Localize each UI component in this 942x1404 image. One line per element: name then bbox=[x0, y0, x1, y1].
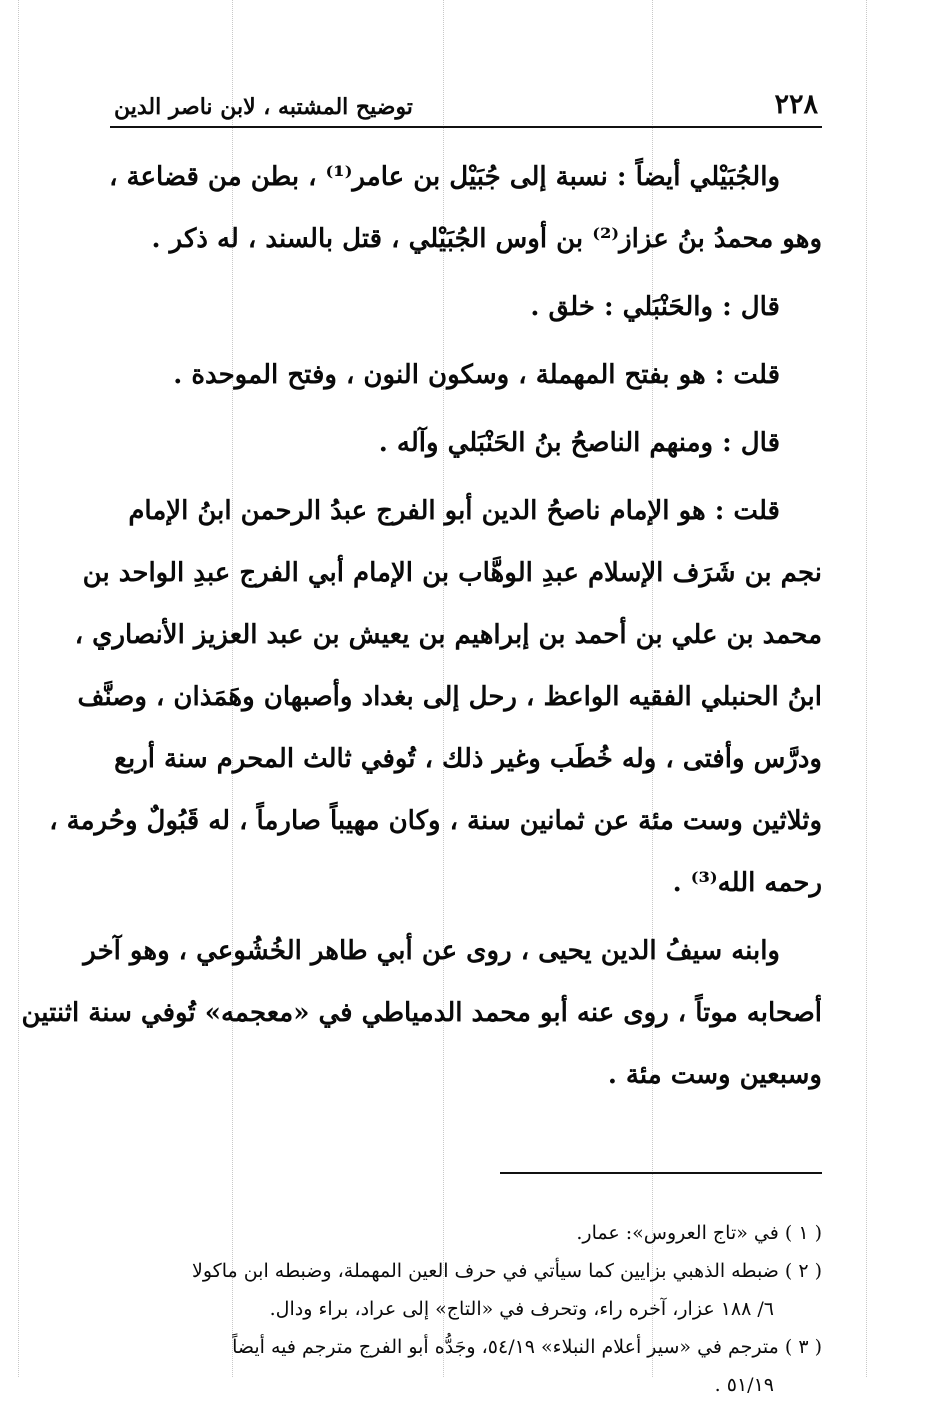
footnote-2-continued: ٦/ ١٨٨ عزار، آخره راء، وتحرف في «التاج» إلى عراد، براء ودال. bbox=[269, 1298, 774, 1320]
footnote-rule-wrap bbox=[110, 1112, 822, 1214]
scan-guide-line bbox=[18, 0, 19, 1377]
text-line: وثلاثين وست مئة عن ثمانين سنة ، وكان مهيباً صارماً ، له قَبُولٌ وحُرمة ، bbox=[49, 806, 822, 836]
text-line: نجم بن شَرَف الإسلام عبدِ الوهَّاب بن الإمام أبي الفرج عبدِ الواحد بن bbox=[82, 558, 822, 588]
page-header bbox=[110, 78, 822, 128]
text-line: رحمه الله⁽³⁾ . bbox=[672, 868, 822, 898]
text-line: قلت : هو الإمام ناصحُ الدين أبو الفرج عبدُ الرحمن ابنُ الإمام bbox=[128, 496, 780, 526]
page-number: ٢٢٨ bbox=[774, 89, 818, 120]
footnote-3-continued: ٥١/١٩ . bbox=[714, 1374, 774, 1396]
text-line: أصحابه موتاً ، روى عنه أبو محمد الدمياطي في «معجمه» تُوفي سنة اثنتين bbox=[21, 998, 822, 1028]
scan-guide-line bbox=[866, 0, 867, 1377]
main-text bbox=[21, 128, 822, 1106]
footnote-3: ( ٣ ) مترجم في «سير أعلام النبلاء» ٥٤/١٩، وجَدُّه أبو الفرج مترجم فيه أيضاً bbox=[232, 1336, 822, 1358]
running-title: توضيح المشتبه ، لابن ناصر الدين bbox=[114, 94, 413, 120]
paragraph-qultu-biography bbox=[49, 480, 822, 914]
book-page bbox=[21, 78, 822, 1404]
text-line: قلت : هو بفتح المهملة ، وسكون النون ، وفتح الموحدة . bbox=[173, 360, 780, 390]
footnote-2: ( ٢ ) ضبطه الذهبي بزايين كما سيأتي في حرف العين المهملة، وضبطه ابن ماكولا bbox=[192, 1260, 822, 1282]
text-line: قال : ومنهم الناصحُ بنُ الحَنْبَلي وآله . bbox=[378, 428, 780, 458]
text-line: وابنه سيفُ الدين يحيى ، روى عن أبي طاهر الخُشُوعي ، وهو آخر bbox=[83, 936, 780, 966]
paragraph-qultu-vocalization bbox=[110, 344, 822, 406]
text-line: محمد بن علي بن أحمد بن إبراهيم بن يعيش بن عبد العزيز الأنصاري ، bbox=[74, 620, 822, 650]
paragraph-qala-hanbali bbox=[110, 276, 822, 338]
text-line: قال : والحَنْبَلي : خلق . bbox=[530, 292, 780, 322]
paragraph-jubayli bbox=[110, 146, 822, 270]
footnote-separator bbox=[500, 1172, 822, 1174]
text-line: ودرَّس وأفتى ، وله خُطَب وغير ذلك ، تُوفي ثالث المحرم سنة أربع bbox=[114, 744, 822, 774]
text-line: والجُبَيْلي أيضاً : نسبة إلى جُبَيْل بن عامر⁽¹⁾ ، بطن من قضاعة ، bbox=[109, 162, 780, 192]
text-line: وهو محمدُ بنُ عزاز⁽²⁾ بن أوس الجُبَيْلي ، قتل بالسند ، له ذكر . bbox=[151, 224, 822, 254]
paragraph-son-yahya bbox=[21, 920, 822, 1106]
text-line: وسبعين وست مئة . bbox=[607, 1060, 822, 1090]
text-line: ابنُ الحنبلي الفقيه الواعظ ، رحل إلى بغداد وأصبهان وهَمَذان ، وصنَّف bbox=[77, 682, 822, 712]
paragraph-qala-nasih bbox=[110, 412, 822, 474]
footnotes bbox=[110, 1214, 822, 1404]
footnote-1: ( ١ ) في «تاج العروس»: عمار. bbox=[576, 1222, 822, 1244]
